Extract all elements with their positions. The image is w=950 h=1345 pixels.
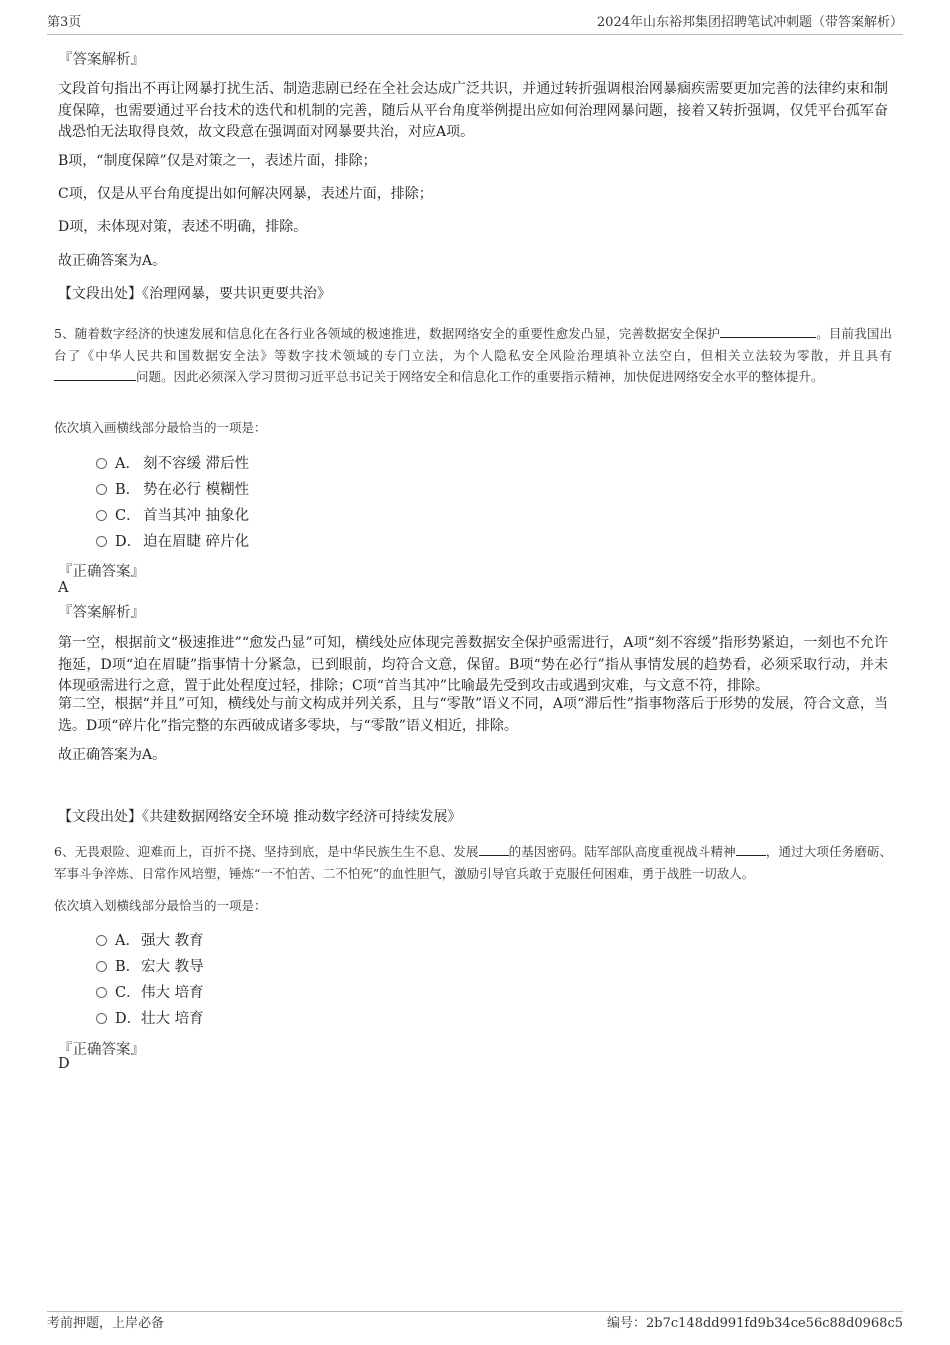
page-number: 第3页: [47, 15, 82, 30]
correct-answer-label: 『正确答案』: [58, 1042, 145, 1058]
q5-option-b[interactable]: B． 势在必行 模糊性: [96, 480, 249, 500]
analysis-option-c: C项，仅是从平台角度提出如何解决网暴，表述片面，排除；: [58, 186, 433, 202]
q5-option-c[interactable]: C． 首当其冲 抽象化: [96, 506, 249, 526]
correct-answer-value: D: [58, 1056, 70, 1072]
radio-icon[interactable]: [96, 536, 107, 547]
radio-icon[interactable]: [96, 1013, 107, 1024]
analysis-label: 『答案解析』: [58, 605, 145, 621]
q6-option-c[interactable]: C．伟大 培育: [96, 983, 204, 1003]
analysis-conclusion: 故正确答案为A。: [58, 747, 167, 763]
footer-slogan: 考前押题，上岸必备: [47, 1316, 165, 1331]
passage-source: 【文段出处】《治理网暴，要共识更要共治》: [58, 286, 331, 302]
correct-answer-label: 『正确答案』: [58, 564, 145, 580]
analysis-conclusion: 故正确答案为A。: [58, 253, 167, 269]
blank-line-2: [736, 841, 766, 856]
radio-icon[interactable]: [96, 987, 107, 998]
blank-line-1: [479, 841, 509, 856]
radio-icon[interactable]: [96, 484, 107, 495]
document-title: 2024年山东裕邦集团招聘笔试冲刺题（带答案解析）: [596, 15, 903, 30]
radio-icon[interactable]: [96, 458, 107, 469]
question-6-text: 6、无畏艰险、迎难而上，百折不挠、坚持到底，是中华民族生生不息、发展 的基因密码。陆军部队高度重视战斗精神 ，通过大项任务磨砺、军事斗争淬炼、日常作风培塑，锤炼“一不怕苦、二不怕死”的血性胆气，激励引导官兵敢于克服任何困难，勇于战胜一切敌人。: [54, 841, 892, 884]
blank-line-2: [54, 366, 136, 381]
document-id: 编号：2b7c148dd991fd9b34ce56c88d0968c5: [607, 1316, 903, 1331]
q5-option-d[interactable]: D． 迫在眉睫 碎片化: [96, 532, 249, 552]
q6-option-a[interactable]: A．强大 教育: [96, 931, 204, 951]
analysis-paragraph: 文段首句指出不再让网暴打扰生活、制造悲剧已经在全社会达成广泛共识，并通过转折强调根治网暴痼疾需要更加完善的法律约束和制度保障，也需要通过平台技术的迭代和机制的完善，随后从平台角度举例提出应如何治理网暴问题，接着又转折强调，仅凭平台孤军奋战恐怕无法取得良效，故文段意在强调面对网暴要共治，对应A项。: [58, 81, 888, 140]
q5-option-a[interactable]: A． 刻不容缓 滞后性: [96, 454, 249, 474]
q6-option-d[interactable]: D．壮大 培育: [96, 1009, 204, 1029]
question-5-text: 5、随着数字经济的快速发展和信息化在各行业各领域的极速推进，数据网络安全的重要性愈发凸显，完善数据安全保护 。目前我国出台了《中华人民共和国数据安全法》等数字技术领域的专门立法，为个人隐私安全风险治理填补立法空白，但相关立法较为零散，并且具有问题。因此必须深入学习贯彻习近平总书记关于网络安全和信息化工作的重要指示精神，加快促进网络安全水平的整体提升。: [54, 323, 892, 388]
page-header: [47, 14, 903, 35]
question-5-prompt: 依次填入画横线部分最恰当的一项是：: [54, 420, 267, 435]
analysis-option-b: B项，“制度保障”仅是对策之一，表述片面，排除；: [58, 153, 377, 169]
page-footer: [47, 1311, 903, 1336]
blank-line-1: [720, 323, 816, 338]
analysis-label: 『答案解析』: [58, 52, 145, 68]
passage-source: 【文段出处】《共建数据网络安全环境 推动数字经济可持续发展》: [58, 809, 462, 825]
radio-icon[interactable]: [96, 510, 107, 521]
analysis-option-d: D项，未体现对策，表述不明确，排除。: [58, 219, 308, 235]
radio-icon[interactable]: [96, 961, 107, 972]
analysis-paragraph-1: 第一空，根据前文“极速推进”“愈发凸显”可知，横线处应体现完善数据安全保护亟需进行，A项“刻不容缓”指形势紧迫，一刻也不允许拖延，D项“迫在眉睫”指事情十分紧急，已到眼前，均符合文意，保留。B项“势在必行”指从事情发展的趋势看，必须采取行动，并未体现亟需进行之意，置于此处程度过轻，排除；C项“首当其冲”比喻最先受到攻击或遇到灾难，与文意不符，排除。: [58, 635, 888, 694]
question-6-prompt: 依次填入划横线部分最恰当的一项是：: [54, 898, 267, 913]
correct-answer-value: A: [58, 580, 69, 596]
analysis-paragraph-2: 第二空，根据“并且”可知，横线处与前文构成并列关系，且与“零散”语义不同，A项“滞后性”指事物落后于形势的发展，符合文意，当选。D项“碎片化”指完整的东西破成诸多零块，与“零散”语义相近，排除。: [58, 696, 888, 734]
radio-icon[interactable]: [96, 935, 107, 946]
q6-option-b[interactable]: B．宏大 教导: [96, 957, 204, 977]
